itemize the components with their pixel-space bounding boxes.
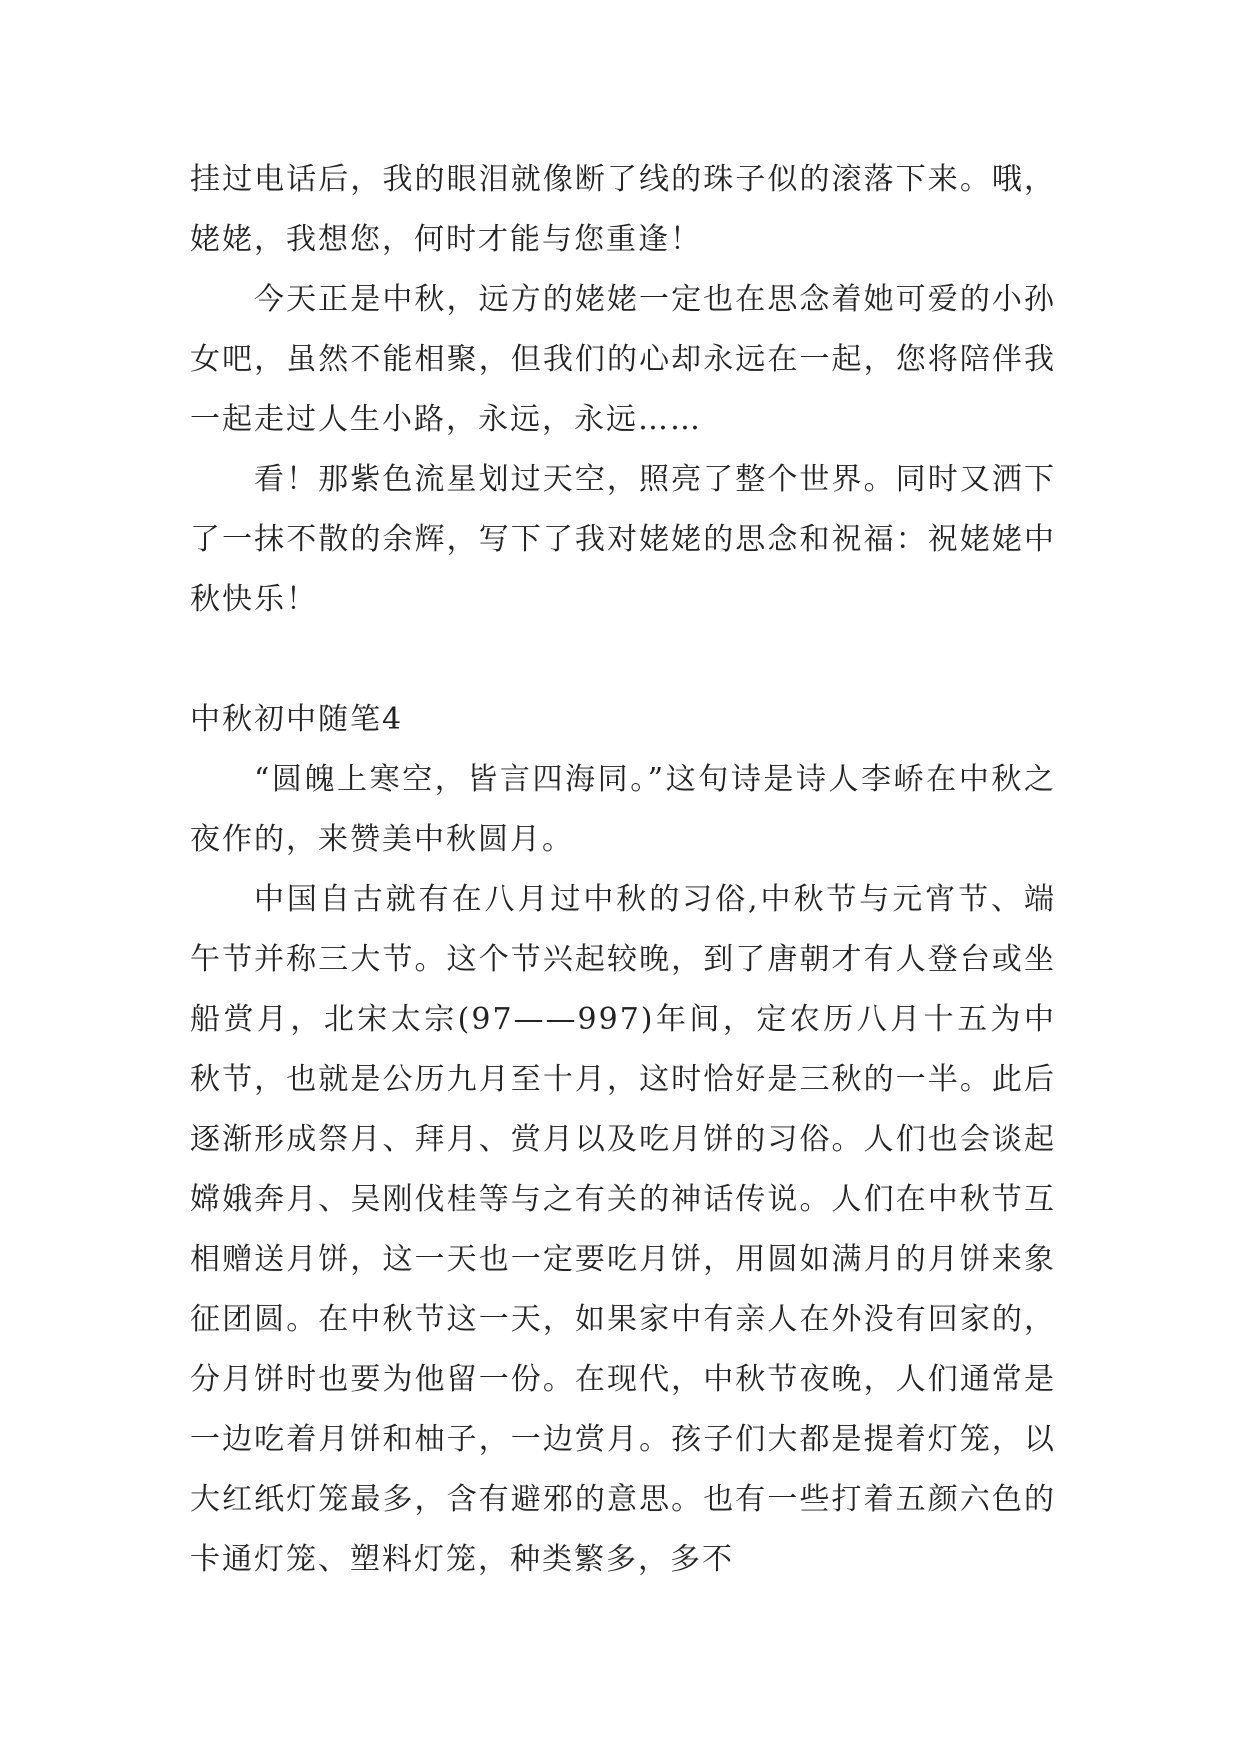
section-title: 中秋初中随笔4 [190,702,404,737]
document-page [190,150,1056,1590]
paragraph: 中国自古就有在八月过中秋的习俗,中秋节与元宵节、端午节并称三大节。这个节兴起较晚，到了唐朝才有人登台或坐船赏月，北宋太宗(97——997)年间，定农历八月十五为中秋节，也就是公历九月至十月，这时恰好是三秋的一半。此后逐渐形成祭月、拜月、赏月以及吃月饼的习俗。人们也会谈起嫦娥奔月、吴刚伐桂等与之有关的神话传说。人们在中秋节互相赠送月饼，这一天也一定要吃月饼，用圆如满月的月饼来象征团圆。在中秋节这一天，如果家中有亲人在外没有回家的，分月饼时也要为他留一份。在现代，中秋节夜晚，人们通常是一边吃着月饼和柚子，一边赏月。孩子们大都是提着灯笼，以大红纸灯笼最多，含有避邪的意思。也有一些打着五颜六色的卡通灯笼、塑料灯笼，种类繁多，多不 [190,882,1056,1577]
paragraph: 挂过电话后，我的眼泪就像断了线的珠子似的滚落下来。哦，姥姥，我想您，何时才能与您重逢！ [190,162,1056,257]
paragraph: 今天正是中秋，远方的姥姥一定也在思念着她可爱的小孙女吧，虽然不能相聚，但我们的心却永远在一起，您将陪伴我一起走过人生小路，永远，永远…… [190,282,1056,437]
paragraph: 看！那紫色流星划过天空，照亮了整个世界。同时又洒下了一抹不散的余辉，写下了我对姥姥的思念和祝福：祝姥姥中秋快乐！ [190,462,1056,617]
paragraph: “圆魄上寒空，皆言四海同。”这句诗是诗人李峤在中秋之夜作的，来赞美中秋圆月。 [190,762,1056,857]
